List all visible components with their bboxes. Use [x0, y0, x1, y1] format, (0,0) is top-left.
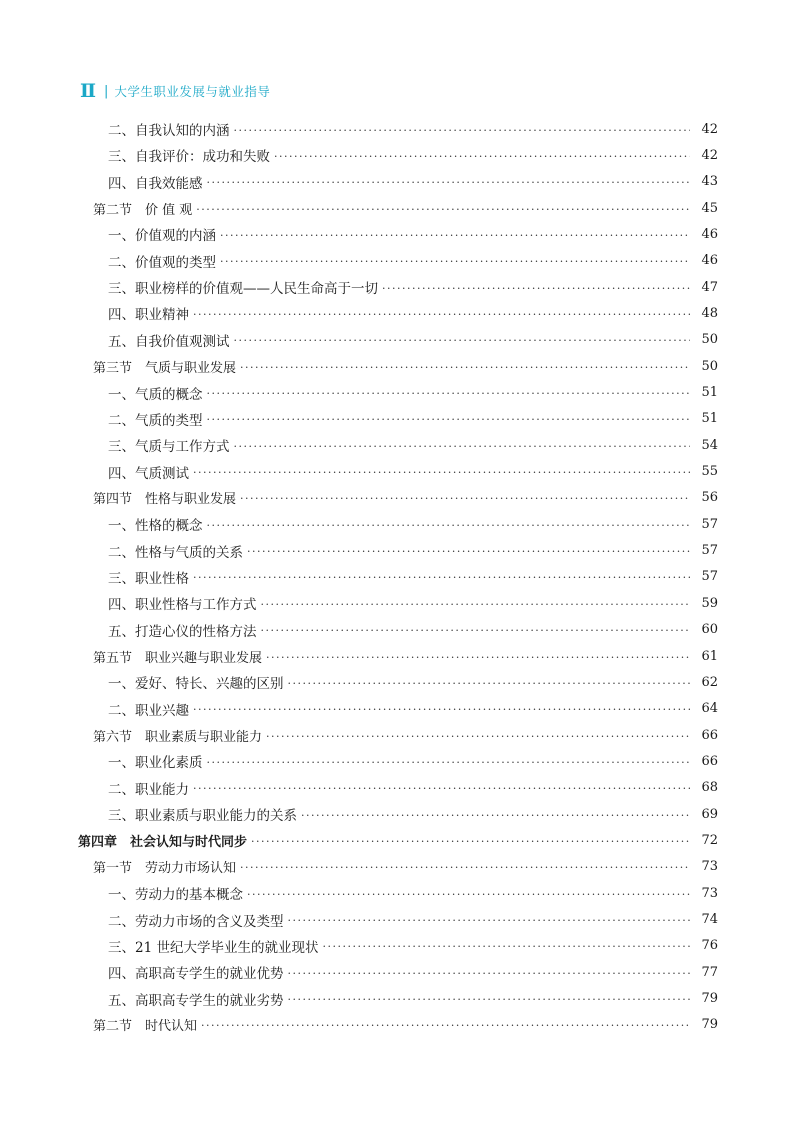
- toc-leader-dots: [207, 413, 691, 426]
- toc-entry-page: 73: [701, 859, 718, 875]
- toc-leader-dots: [193, 782, 690, 795]
- toc-entry[interactable]: [93, 485, 718, 511]
- toc-entry[interactable]: [108, 432, 718, 458]
- toc-leader-dots: [234, 334, 691, 347]
- toc-entry-page: 61: [701, 648, 718, 664]
- toc-entry[interactable]: [108, 564, 718, 590]
- toc-entry[interactable]: [93, 722, 718, 748]
- toc-leader-dots: [382, 282, 690, 295]
- toc-entry-page: 47: [701, 279, 718, 295]
- toc-leader-dots: [193, 466, 690, 479]
- toc-entry-page: 72: [701, 832, 718, 848]
- toc-entry-label: 四、气质测试: [108, 465, 189, 482]
- toc-entry-page: 59: [701, 595, 718, 611]
- toc-entry-label: 三、自我评价：成功和失败: [108, 149, 270, 166]
- toc-entry-label: 二、自我认知的内涵: [108, 123, 230, 139]
- toc-entry-page: 48: [701, 305, 718, 321]
- toc-entry-label: 四、高职高专学生的就业优势: [108, 966, 284, 983]
- toc-entry-label: 第四节 性格与职业发展: [93, 492, 237, 508]
- toc-leader-dots: [261, 598, 691, 611]
- toc-leader-dots: [207, 387, 691, 400]
- toc-entry[interactable]: [108, 986, 718, 1012]
- toc-entry-page: 54: [701, 437, 718, 453]
- toc-entry[interactable]: [108, 590, 718, 616]
- toc-leader-dots: [196, 203, 690, 216]
- toc-leader-dots: [288, 914, 691, 927]
- toc-leader-dots: [207, 756, 691, 769]
- toc-entry-label: 三、职业素质与职业能力的关系: [108, 808, 297, 825]
- toc-entry-page: 42: [701, 121, 718, 137]
- toc-entry[interactable]: [108, 907, 718, 933]
- toc-entry-label: 第一节 劳动力市场认知: [93, 861, 237, 877]
- toc-entry[interactable]: [108, 116, 718, 142]
- toc-leader-dots: [220, 255, 690, 268]
- toc-entry-page: 74: [701, 912, 718, 927]
- toc-entry-label: 二、职业兴趣: [108, 702, 189, 719]
- book-title: 大学生职业发展与就业指导: [114, 84, 271, 99]
- toc-entry[interactable]: [108, 221, 718, 247]
- toc-entry[interactable]: [108, 933, 718, 959]
- toc-leader-dots: [288, 993, 691, 1006]
- toc-entry-label: 三、职业性格: [108, 570, 189, 587]
- toc-entry-label: 二、职业能力: [108, 781, 189, 798]
- toc-entry-label: 二、气质的类型: [108, 412, 203, 429]
- toc-entry-label: 三、气质与工作方式: [108, 439, 230, 456]
- toc-leader-dots: [193, 571, 690, 584]
- toc-entry-label: 第二节 时代认知: [93, 1019, 198, 1035]
- toc-entry-page: 51: [701, 411, 718, 427]
- toc-entry-page: 60: [701, 622, 718, 638]
- toc-entry[interactable]: [108, 274, 718, 300]
- toc-entry-label: 一、价值观的内涵: [108, 228, 216, 245]
- header-separator: |: [104, 83, 109, 99]
- toc-leader-dots: [322, 940, 690, 953]
- toc-entry[interactable]: [108, 300, 718, 326]
- toc-leader-dots: [288, 967, 691, 980]
- toc-entry[interactable]: [108, 511, 718, 537]
- toc-entry-page: 57: [701, 543, 718, 559]
- toc-leader-dots: [247, 545, 690, 558]
- toc-entry[interactable]: [108, 459, 718, 485]
- toc-entry[interactable]: [108, 959, 718, 985]
- toc-leader-dots: [193, 308, 690, 321]
- toc-leader-dots: [301, 809, 690, 822]
- toc-leader-dots: [247, 888, 690, 901]
- toc-entry-label: 第二节 价 值 观: [93, 202, 193, 218]
- toc-entry-page: 79: [701, 1017, 718, 1033]
- toc-entry-label: 一、劳动力的基本概念: [108, 887, 243, 904]
- toc-entry-page: 50: [701, 358, 718, 374]
- toc-entry[interactable]: [108, 748, 718, 774]
- toc-leader-dots: [266, 651, 690, 664]
- toc-entry[interactable]: [108, 669, 718, 695]
- toc-entry-page: 43: [701, 174, 718, 190]
- toc-entry-page: 56: [701, 490, 718, 506]
- toc-entry-label: 二、性格与气质的关系: [108, 544, 243, 561]
- toc-entry[interactable]: [108, 142, 718, 168]
- toc-entry-page: 64: [701, 701, 718, 717]
- toc-entry[interactable]: [108, 169, 718, 195]
- toc-leader-dots: [261, 624, 691, 637]
- toc-entry[interactable]: [93, 854, 718, 880]
- toc-entry-label: 五、自我价值观测试: [108, 333, 230, 350]
- toc-entry[interactable]: [108, 617, 718, 643]
- toc-leader-dots: [288, 677, 691, 690]
- toc-entry[interactable]: [93, 353, 718, 379]
- toc-entry-label: 一、职业化素质: [108, 755, 203, 772]
- toc-entry-page: 68: [701, 780, 718, 796]
- toc-entry-label: 四、自我效能感: [108, 175, 203, 192]
- toc-entry-label: 五、打造心仪的性格方法: [108, 623, 257, 640]
- toc-leader-dots: [207, 176, 691, 189]
- toc-entry[interactable]: [108, 775, 718, 801]
- toc-entry[interactable]: [108, 380, 718, 406]
- toc-entry-page: 69: [701, 806, 718, 822]
- toc-leader-dots: [234, 124, 691, 137]
- toc-entry[interactable]: [78, 827, 718, 853]
- toc-leader-dots: [266, 730, 690, 743]
- toc-entry-label: 第四章 社会认知与时代同步: [78, 834, 248, 850]
- toc-leader-dots: [220, 229, 690, 242]
- toc-leader-dots: [193, 703, 690, 716]
- running-header: [80, 80, 270, 102]
- toc-leader-dots: [274, 150, 690, 163]
- toc-entry-label: 三、21 世纪大学毕业生的就业现状: [108, 939, 319, 956]
- toc-leader-dots: [207, 519, 691, 532]
- toc-entry-page: 77: [701, 964, 718, 980]
- toc-entry-label: 三、职业榜样的价值观——人民生命高于一切: [108, 281, 378, 298]
- toc-entry-label: 四、职业精神: [108, 307, 189, 324]
- toc-entry-label: 一、爱好、特长、兴趣的区别: [108, 676, 284, 693]
- toc-leader-dots: [234, 440, 691, 453]
- toc-entry-page: 51: [701, 385, 718, 400]
- toc-leader-dots: [251, 835, 690, 848]
- toc-entry[interactable]: [108, 248, 718, 274]
- toc-entry-label: 二、劳动力市场的含义及类型: [108, 913, 284, 930]
- toc-leader-dots: [201, 1019, 690, 1032]
- toc-entry-page: 57: [701, 516, 718, 532]
- toc-entry-page: 62: [701, 674, 718, 690]
- toc-entry-page: 45: [701, 200, 718, 216]
- toc-entry-page: 66: [701, 753, 718, 769]
- toc-entry-page: 73: [701, 885, 718, 901]
- toc-entry-label: 第五节 职业兴趣与职业发展: [93, 650, 263, 666]
- toc-entry-label: 五、高职高专学生的就业劣势: [108, 992, 284, 1009]
- toc-entry-label: 四、职业性格与工作方式: [108, 597, 257, 614]
- toc-entry[interactable]: [93, 1012, 718, 1038]
- toc-entry-label: 第三节 气质与职业发展: [93, 360, 237, 376]
- toc-entry-page: 57: [701, 569, 718, 585]
- toc-entry-label: 二、价值观的类型: [108, 254, 216, 271]
- page-number-roman: Ⅱ: [80, 80, 97, 102]
- toc-entry[interactable]: [93, 643, 718, 669]
- toc-entry-page: 79: [701, 991, 718, 1007]
- toc-entry[interactable]: [108, 538, 718, 564]
- toc-entry-page: 76: [701, 938, 718, 954]
- toc-entry-label: 一、性格的概念: [108, 518, 203, 535]
- toc-entry-label: 第六节 职业素质与职业能力: [93, 729, 263, 745]
- toc-entry[interactable]: [108, 406, 718, 432]
- toc-entry-page: 46: [701, 253, 718, 269]
- toc-entry-page: 42: [701, 147, 718, 163]
- toc-entry[interactable]: [108, 880, 718, 906]
- toc-entry[interactable]: [93, 195, 718, 221]
- toc-entry[interactable]: [108, 696, 718, 722]
- toc-leader-dots: [240, 861, 690, 874]
- toc-entry-page: 66: [701, 727, 718, 743]
- toc-entry-page: 55: [701, 464, 718, 480]
- toc-entry[interactable]: [108, 801, 718, 827]
- toc-leader-dots: [240, 361, 690, 374]
- toc-entry[interactable]: [108, 327, 718, 353]
- toc-entry-label: 一、气质的概念: [108, 386, 203, 403]
- toc-entry-page: 50: [701, 332, 718, 348]
- toc-entry-page: 46: [701, 226, 718, 242]
- toc-leader-dots: [240, 492, 690, 505]
